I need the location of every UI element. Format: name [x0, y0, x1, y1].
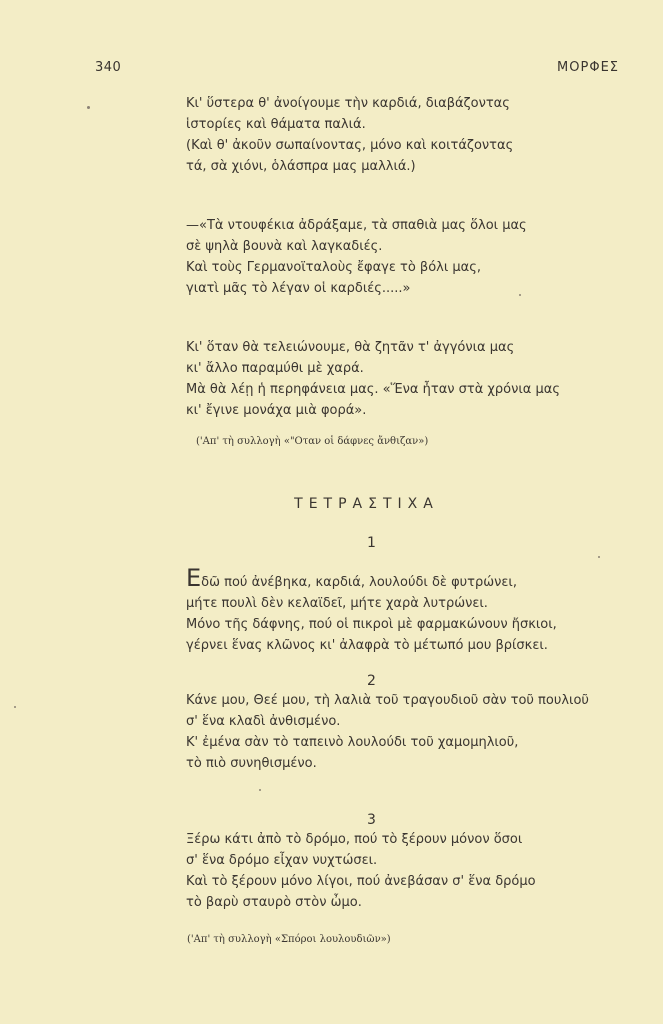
section-number: 2 [367, 673, 376, 689]
verse-line: Μόνο τῆς δάφνης, πού οἱ πικροὶ μὲ φαρμακώνουν ἤσκιοι, [186, 617, 557, 632]
running-title: ΜΟΡΦΕΣ [557, 60, 619, 75]
verse-line: —«Τὰ ντουφέκια ἀδράξαμε, τὰ σπαθιὰ μας ὅλοι μας [186, 218, 527, 233]
verse-line: σ' ἕνα δρόμο εἶχαν νυχτώσει. [186, 853, 378, 868]
verse-line: δῶ πού ἀνέβηκα, καρδιά, λουλούδι δὲ φυτρώνει, [201, 575, 517, 590]
poem2-part3 [186, 829, 536, 913]
poem1-stanza1 [186, 93, 513, 177]
verse-line: Κι' ὅταν θὰ τελειώνουμε, θὰ ζητᾶν τ' ἀγγόνια μας [186, 340, 515, 355]
verse-line: τὸ βαρὺ σταυρὸ στὸν ὦμο. [186, 895, 362, 910]
section-number: 1 [367, 535, 376, 551]
poem1-stanza3 [186, 337, 560, 421]
poem2-part1 [186, 564, 557, 656]
poem2-title: ΤΕΤΡΑΣΤΙΧΑ [294, 496, 439, 512]
verse-line: κι' ἔγινε μονάχα μιὰ φορά». [186, 403, 367, 418]
verse-line: γέρνει ἕνας κλῶνος κι' ἀλαφρὰ τὸ μέτωπό μου βρίσκει. [186, 638, 548, 653]
verse-line: Μὰ θὰ λέῃ ἡ περηφάνεια μας. «Ἕνα ἦταν στὰ χρόνια μας [186, 382, 560, 397]
verse-line: Καὶ τὸ ξέρουν μόνο λίγοι, πού ἀνεβάσαν σ' ἕνα δρόμο [186, 874, 536, 889]
verse-line: Καὶ τοὺς Γερμανοϊταλοὺς ἔφαγε τὸ βόλι μας, [186, 260, 482, 275]
verse-line-first [186, 564, 557, 593]
poem2-part2 [186, 690, 589, 774]
verse-line: Ξέρω κάτι ἀπὸ τὸ δρόμο, πού τὸ ξέρουν μόνον ὅσοι [186, 832, 523, 847]
paper-speck [259, 789, 261, 791]
drop-cap: Ε [186, 564, 202, 592]
poem1-source: ('Απ' τὴ συλλογὴ «"Οταν οἱ δάφνες ἄνθιζαν») [196, 436, 429, 447]
verse-line: τά, σὰ χιόνι, ὁλάσπρα μας μαλλιά.) [186, 159, 416, 174]
verse-line: (Καὶ θ' ἀκοῦν σωπαίνοντας, μόνο καὶ κοιτάζοντας [186, 138, 514, 153]
verse-line: Κ' ἐμένα σὰν τὸ ταπεινὸ λουλούδι τοῦ χαμομηλιοῦ, [186, 735, 519, 750]
verse-line: κι' ἄλλο παραμύθι μὲ χαρά. [186, 361, 364, 376]
verse-line: σ' ἕνα κλαδὶ ἀνθισμένο. [186, 714, 341, 729]
verse-line: Κάνε μου, Θεέ μου, τὴ λαλιὰ τοῦ τραγουδιοῦ σὰν τοῦ πουλιοῦ [186, 693, 589, 708]
verse-line: τὸ πιὸ συνηθισμένο. [186, 756, 317, 771]
poem2-source: ('Απ' τὴ συλλογὴ «Σπόροι λουλουδιῶν») [187, 934, 391, 945]
paper-speck [87, 106, 90, 109]
paper-speck [14, 706, 16, 708]
verse-line: Κι' ὕστερα θ' ἀνοίγουμε τὴν καρδιά, διαβάζοντας [186, 96, 510, 111]
poem1-stanza2 [186, 215, 527, 299]
verse-line: ἱστορίες καὶ θάματα παλιά. [186, 117, 366, 132]
verse-line: μήτε πουλὶ δὲν κελαϊδεῖ, μήτε χαρὰ λυτρώνει. [186, 596, 488, 611]
page-number: 340 [95, 60, 122, 75]
paper-speck [598, 556, 600, 558]
section-number: 3 [367, 812, 376, 828]
paper-speck [519, 294, 521, 296]
verse-line: γιατὶ μᾶς τὸ λέγαν οἱ καρδιές.....» [186, 281, 411, 296]
verse-line: σὲ ψηλὰ βουνὰ καὶ λαγκαδιές. [186, 239, 383, 254]
